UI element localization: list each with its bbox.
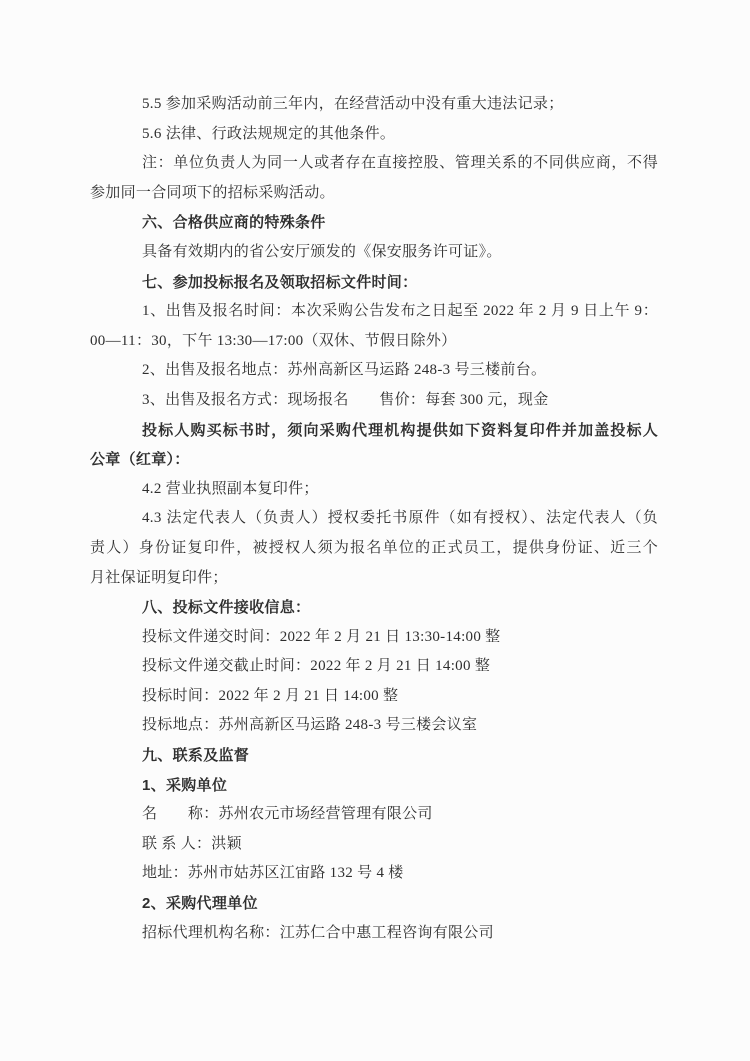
text-line: 投标文件递交截止时间：2022 年 2 月 21 日 14:00 整 <box>142 658 491 675</box>
text-line: 2、出售及报名地点：苏州高新区马运路 248-3 号三楼前台。 <box>142 362 547 379</box>
text-line: 七、参加投标报名及领取招标文件时间： <box>142 273 418 291</box>
text-line: 投标时间：2022 年 2 月 21 日 14:00 整 <box>142 687 399 704</box>
text-line: 4.3 法定代表人（负责人）授权委托书原件（如有授权）、法定代表人（负 <box>142 510 658 527</box>
text-line: 00—11：30，下午 13:30—17:00（双休、节假日除外） <box>90 332 457 349</box>
text-line: 九、联系及监督 <box>142 747 250 765</box>
text-line: 投标地点：苏州高新区马运路 248-3 号三楼会议室 <box>142 717 478 734</box>
text-line: 地址：苏州市姑苏区江宙路 132 号 4 楼 <box>142 865 404 882</box>
text-line: 投标人购买标书时，须向采购代理机构提供如下资料复印件并加盖投标人 <box>142 421 658 439</box>
text-line: 具备有效期内的省公安厅颁发的《保安服务许可证》。 <box>142 243 502 260</box>
text-line: 联 系 人：洪颖 <box>142 835 242 852</box>
text-line: 注：单位负责人为同一人或者存在直接控股、管理关系的不同供应商，不得 <box>142 155 658 172</box>
text-line: 招标代理机构名称：江苏仁合中惠工程咨询有限公司 <box>142 924 494 941</box>
text-line: 5.6 法律、行政法规规定的其他条件。 <box>142 125 396 142</box>
text-line: 参加同一合同项下的招标采购活动。 <box>90 184 335 201</box>
text-line: 公章（红章）： <box>90 451 190 469</box>
text-line: 3、出售及报名方式：现场报名 售价：每套 300 元，现金 <box>142 391 549 408</box>
text-line: 5.5 参加采购活动前三年内，在经营活动中没有重大违法记录； <box>142 96 564 112</box>
text-line: 六、合格供应商的特殊条件 <box>142 214 326 232</box>
text-line: 投标文件递交时间：2022 年 2 月 21 日 13:30-14:00 整 <box>142 628 501 645</box>
text-line: 1、出售及报名时间：本次采购公告发布之日起至 2022 年 2 月 9 日上午 9： <box>142 303 658 320</box>
text-line: 月社保证明复印件； <box>90 569 228 586</box>
text-line: 2、采购代理单位 <box>142 895 258 913</box>
text-line: 4.2 营业执照副本复印件； <box>142 480 319 497</box>
text-line: 名 称：苏州农元市场经营管理有限公司 <box>142 806 433 823</box>
text-line: 责人）身份证复印件，被授权人须为报名单位的正式员工，提供身份证、近三个 <box>90 539 658 556</box>
text-line: 八、投标文件接收信息： <box>142 599 311 617</box>
text-line: 1、采购单位 <box>142 776 228 794</box>
